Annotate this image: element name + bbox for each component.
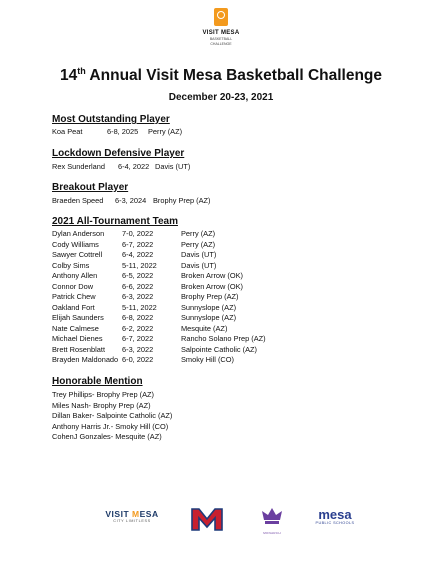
basketball-logo-icon <box>211 6 231 30</box>
page-title: 14th Annual Visit Mesa Basketball Challenge <box>59 66 383 84</box>
event-date: December 20-23, 2021 <box>168 92 274 103</box>
section-heading-mop: Most Outstanding Player <box>52 114 170 125</box>
mesa-public-schools-logo: mesa PUBLIC SCHOOLS <box>315 507 355 525</box>
logo-line1: VISIT MESA <box>202 30 240 36</box>
monarch-crest-logo: MONARCH <box>259 506 285 532</box>
section-heading-breakout: Breakout Player <box>52 182 129 193</box>
logo-line2: BASKETBALL CHALLENGE <box>209 37 233 46</box>
honorable-mention-item: CohenJ Gonzales- Mesquite (AZ) <box>52 432 162 441</box>
honorable-mention-item: Miles Nash- Brophy Prep (AZ) <box>52 400 151 410</box>
honorable-mention-item: Trey Phillips- Brophy Prep (AZ) <box>52 390 154 399</box>
crown-icon <box>259 506 285 526</box>
honorable-mention-item: Dillan Baker- Salpointe Catholic (AZ) <box>52 411 173 420</box>
section-heading-all-tournament: 2021 All-Tournament Team <box>52 216 178 227</box>
section-heading-lockdown: Lockdown Defensive Player <box>52 148 185 159</box>
visit-mesa-logo: VISIT MESA CITY LIMITLESS <box>105 509 159 523</box>
sponsor-logos <box>0 506 442 535</box>
section-heading-honorable-mention: Honorable Mention <box>52 376 143 387</box>
visit-mesa-basketball-logo <box>199 6 243 52</box>
honorable-mention-item: Anthony Harris Jr.- Smoky Hill (CO) <box>52 421 169 431</box>
m-school-logo-icon <box>190 506 224 532</box>
